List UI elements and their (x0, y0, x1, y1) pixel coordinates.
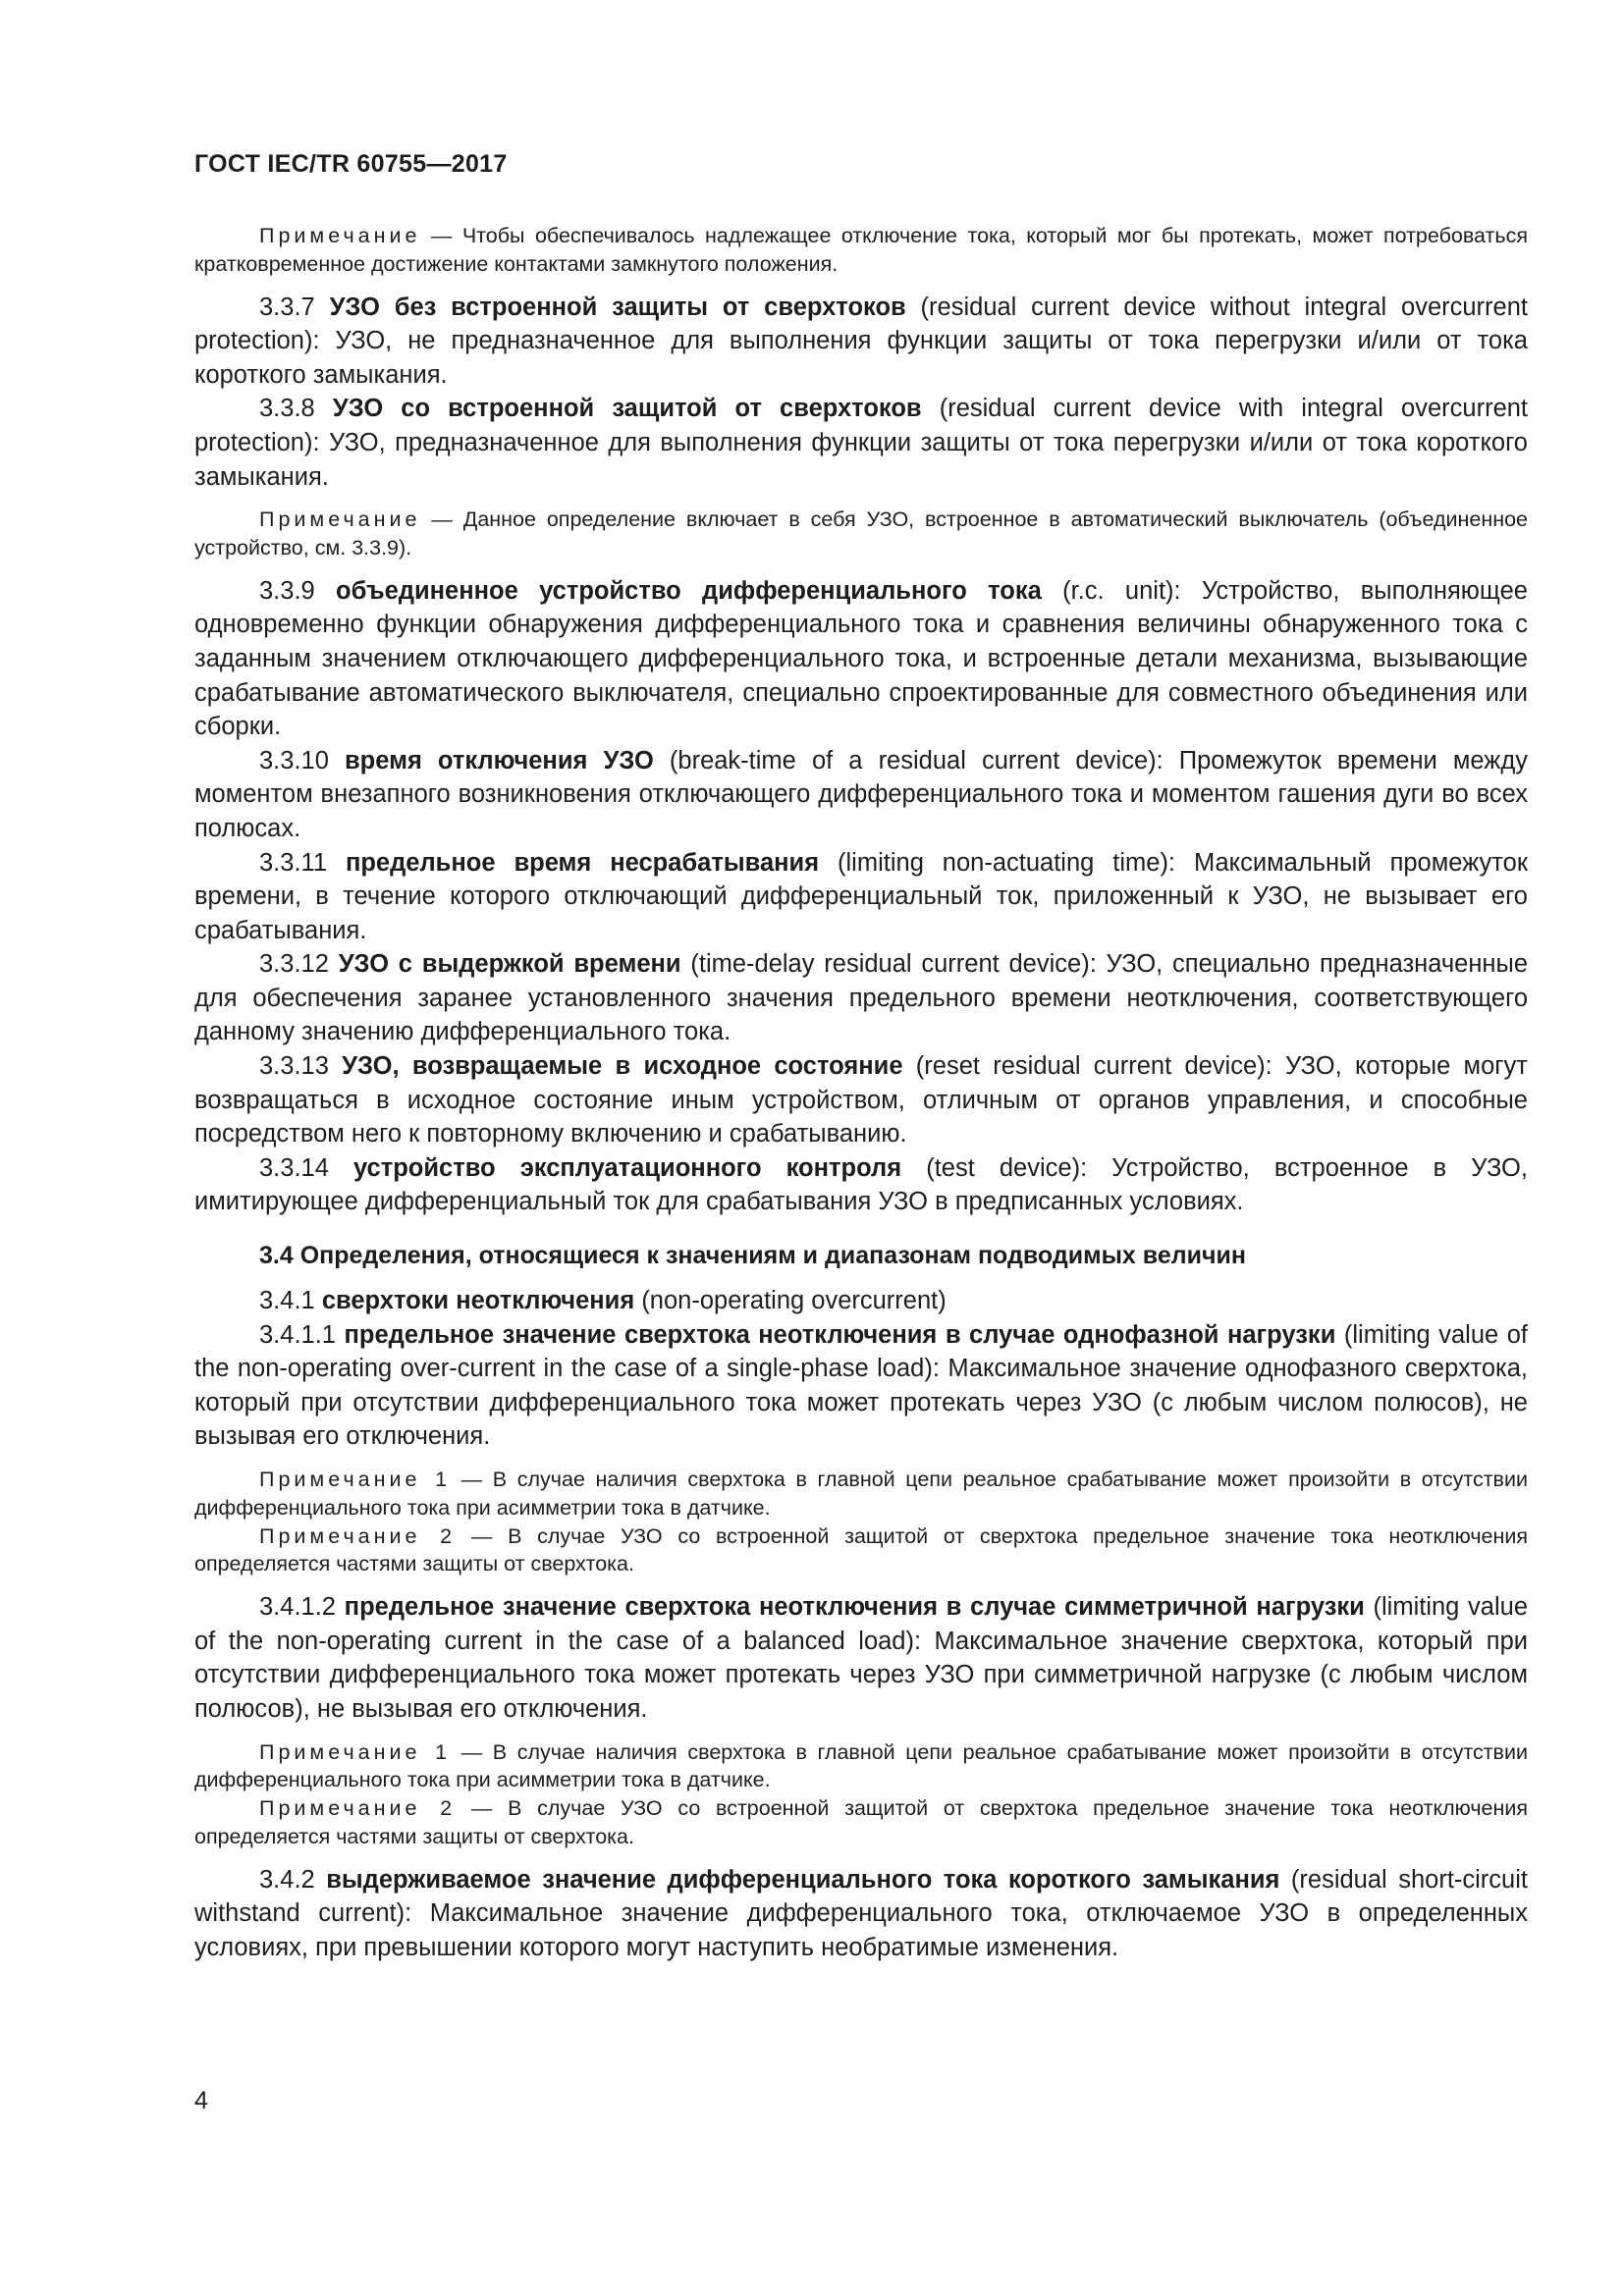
note-text: В случае УЗО со встроенной защитой от сверхтока предельное значение тока неотключения определяется частями защиты от сверхтока. (194, 1796, 1529, 1848)
definition-text: (limiting value of the non-operating over-current in the case of a single-phase load): Максимальное значение однофазного сверхтока, который при отсутствии дифференциального тока может протекать через УЗО (с любым числом полюсов), не вызывая его отключения. (194, 1320, 1528, 1451)
definition-3-3-7 (194, 291, 1528, 393)
definition-text: (r.c. unit): Устройство, выполняющее одновременно функции обнаружения дифференциального тока и сравнения величины обнаруженного тока с заданным значением отключающего дифференциального тока, и встроенные детали механизма, вызывающие срабатывание автоматического выключателя, специально спроектированные для совместного объединения или сборки. (194, 576, 1528, 741)
note (194, 222, 1528, 279)
clause-number: 3.4.1.1 (259, 1320, 345, 1349)
definition-3-3-12 (194, 947, 1528, 1049)
definition-text: (test device): Устройство, встроенное в УЗО, имитирующее дифференциальный ток для срабатывания УЗО в предписанных условиях. (194, 1153, 1528, 1216)
definition-3-4-1-1 (194, 1318, 1528, 1454)
definition-text: (break-time of a residual current device): Промежуток времени между моментом внезапного возникновения отключающего дифференциального тока и моментом гашения дуги во всех полюсах. (194, 746, 1528, 842)
term: сверхтоки неотключения (321, 1287, 635, 1315)
note-text: В случае наличия сверхтока в главной цепи реальное срабатывание может произойти в отсутствии дифференциального тока при асимметрии тока в датчике. (194, 1739, 1529, 1792)
section-heading-3-4: 3.4 Определения, относящиеся к значениям и диапазонам подводимых величин (259, 1242, 1246, 1270)
note-label: Примечание 1 (259, 1468, 452, 1491)
term: предельное время несрабатывания (345, 848, 820, 877)
definition-text: (limiting value of the non-operating current in the case of a balanced load): Максимальное значение сверхтока, который при отсутствии дифференциального тока может протекать через УЗО при симметричной нагрузке (с любым числом полюсов), не вызывая его отключения. (194, 1593, 1528, 1723)
note-label: Примечание 1 (259, 1739, 452, 1764)
document-body (194, 222, 1528, 1965)
page-number: 4 (194, 2087, 208, 2114)
term: УЗО без встроенной защиты от сверхтоков (329, 293, 906, 321)
definition-3-3-9 (194, 574, 1528, 744)
clause-number: 3.3.12 (259, 950, 339, 979)
clause-number: 3.3.9 (259, 576, 337, 605)
term: устройство эксплуатационного контроля (352, 1153, 902, 1182)
definition-text: (time-delay residual current device): УЗО, специально предназначенные для обеспечения заранее установленного значения предельного времени неотключения, соответствующего данному значению дифференциального тока. (194, 950, 1528, 1046)
clause-number: 3.3.10 (259, 746, 345, 774)
definition-3-4-1 (194, 1284, 1528, 1318)
note-text: В случае наличия сверхтока в главной цепи реальное срабатывание может произойти в отсутствии дифференциального тока при асимметрии тока в датчике. (194, 1468, 1529, 1520)
definition-text: (residual current device without integral overcurrent protection): УЗО, не предназначенное для выполнения функции защиты от тока перегрузки и/или от тока короткого замыкания. (194, 293, 1528, 389)
clause-number: 3.3.8 (259, 395, 333, 423)
note-label: Примечание (259, 224, 421, 247)
definition-3-3-11 (194, 846, 1528, 948)
note (194, 1522, 1528, 1579)
term: УЗО со встроенной защитой от сверхтоков (332, 395, 922, 423)
definition-text: (limiting non-actuating time): Максимальный промежуток времени, в течение которого отключающий дифференциальный ток, приложенный к УЗО, не вызывает его срабатывания. (194, 848, 1528, 944)
definition-3-3-14 (194, 1151, 1528, 1219)
document-header: ГОСТ IEC/TR 60755—2017 (194, 150, 508, 178)
note (194, 1794, 1528, 1851)
note-dash: — (456, 1523, 509, 1548)
note-text: Данное определение включает в себя УЗО, встроенное в автоматический выключатель (объединенное устройство, см. 3.3.9). (194, 507, 1528, 560)
note-label: Примечание 2 (259, 1523, 457, 1548)
definition-text: (non-operating overcurrent) (634, 1287, 947, 1315)
term: выдерживаемое значение дифференциального тока короткого замыкания (326, 1865, 1280, 1894)
definition-3-4-1-2 (194, 1590, 1528, 1726)
definition-3-4-2 (194, 1863, 1528, 1965)
note (194, 1466, 1528, 1522)
note (194, 506, 1528, 562)
term: УЗО с выдержкой времени (338, 950, 681, 979)
term: УЗО, возвращаемые в исходное состояние (342, 1052, 903, 1081)
clause-number: 3.3.7 (259, 293, 330, 321)
definition-text: (reset residual current device): УЗО, которые могут возвращаться в исходное состояние иным устройством, отличным от органов управления, и способные посредством него к повторному включению и срабатыванию. (194, 1052, 1528, 1148)
term: предельное значение сверхтока неотключения в случае симметричной нагрузки (344, 1593, 1365, 1622)
term: время отключения УЗО (345, 746, 654, 774)
clause-number: 3.3.13 (259, 1052, 343, 1081)
note (194, 1738, 1528, 1795)
definition-3-3-8 (194, 392, 1528, 494)
note-text: В случае УЗО со встроенной защитой от сверхтока предельное значение тока неотключения определяется частями защиты от сверхтока. (194, 1523, 1529, 1576)
note-dash: — (456, 1796, 509, 1821)
term: предельное значение сверхтока неотключения в случае однофазной нагрузки (344, 1320, 1336, 1349)
clause-number: 3.3.11 (259, 848, 346, 877)
note-label: Примечание 2 (259, 1796, 457, 1821)
definition-3-3-13 (194, 1049, 1528, 1151)
note-label: Примечание (259, 507, 421, 532)
note-dash: — (420, 507, 463, 532)
definition-text: (residual current device with integral overcurrent protection): УЗО, предназначенное для выполнения функции защиты от тока перегрузки и/или от тока короткого замыкания. (194, 395, 1529, 491)
definition-text: (residual short-circuit withstand current): Максимальное значение дифференциального тока, отключаемое УЗО в определенных условиях, при превышении которого могут наступить необратимые изменения. (194, 1865, 1528, 1961)
note-dash: — (451, 1739, 493, 1764)
term: объединенное устройство дифференциального тока (336, 576, 1042, 605)
definition-3-3-10 (194, 744, 1528, 846)
note-dash: — (451, 1468, 493, 1491)
clause-number: 3.4.2 (259, 1865, 327, 1894)
note-text: Чтобы обеспечивалось надлежащее отключение тока, который мог бы протекать, может потребоваться кратковременное достижение контактами замкнутого положения. (194, 224, 1528, 276)
note-dash: — (420, 224, 462, 247)
clause-number: 3.4.1.2 (259, 1593, 345, 1622)
clause-number: 3.3.14 (259, 1153, 353, 1182)
clause-number: 3.4.1 (259, 1287, 322, 1315)
